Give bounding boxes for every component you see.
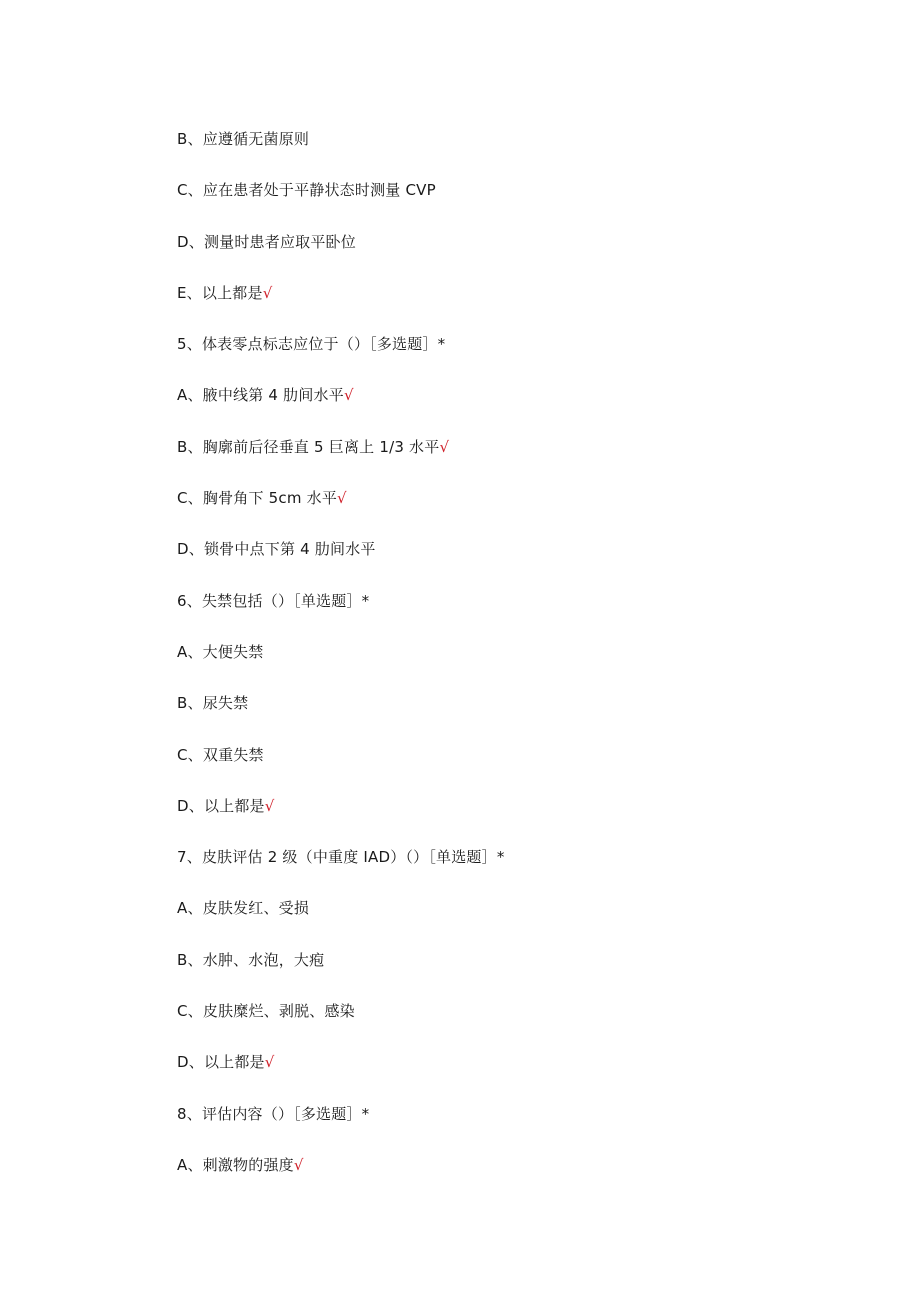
answer-option <box>177 947 505 998</box>
answer-option <box>177 690 505 741</box>
answer-option <box>177 229 505 280</box>
option-text: B、应遵循无菌原则 <box>177 130 310 148</box>
answer-option <box>177 793 505 844</box>
question-text: 8、评估内容（）［多选题］* <box>177 1104 370 1123</box>
check-mark-icon: √ <box>439 437 450 456</box>
option-text: E、以上都是 <box>177 283 263 302</box>
answer-option <box>177 895 505 946</box>
check-mark-icon: √ <box>293 1155 304 1174</box>
option-text: A、大便失禁 <box>177 642 264 661</box>
option-text: B、水肿、水泡，大疱 <box>177 950 325 969</box>
question-text: 5、体表零点标志应位于（）［多选题］* <box>177 335 446 354</box>
check-mark-icon: √ <box>264 796 275 815</box>
answer-option <box>177 1152 505 1203</box>
question-stem <box>177 1101 505 1152</box>
option-text: D、以上都是 <box>177 1053 265 1072</box>
option-text: C、双重失禁 <box>177 745 264 764</box>
check-mark-icon: √ <box>337 489 347 508</box>
answer-option <box>177 639 505 690</box>
option-text: A、腋中线第 4 肋间水平 <box>177 386 344 405</box>
question-stem <box>177 588 505 639</box>
question-text: 6、失禁包括（）［单选题］* <box>177 591 370 610</box>
answer-option <box>177 126 505 177</box>
question-list <box>177 126 505 1203</box>
option-text: A、刺激物的强度 <box>177 1155 294 1174</box>
check-mark-icon: √ <box>264 1053 275 1072</box>
option-text: C、应在患者处于平静状态时测量 CVP <box>177 181 436 200</box>
option-text: B、尿失禁 <box>177 694 249 713</box>
check-mark-icon: √ <box>262 283 273 302</box>
question-stem <box>177 331 505 382</box>
option-text: C、胸骨角下 5cm 水平 <box>177 489 338 508</box>
option-text: B、胸廓前后径垂直 5 巨离上 1/3 水平 <box>177 437 440 456</box>
answer-option <box>177 485 505 536</box>
option-text: A、皮肤发红、受损 <box>177 899 310 918</box>
answer-option <box>177 177 505 228</box>
answer-option <box>177 382 505 433</box>
answer-option <box>177 742 505 793</box>
question-text: 7、皮肤评估 2 级（中重度 IAD）（）［单选题］* <box>177 848 505 867</box>
answer-option <box>177 434 505 485</box>
check-mark-icon: √ <box>343 386 354 405</box>
answer-option <box>177 280 505 331</box>
option-text: C、皮肤糜烂、剥脱、感染 <box>177 1002 355 1021</box>
answer-option <box>177 1049 505 1100</box>
answer-option <box>177 536 505 587</box>
answer-option <box>177 998 505 1049</box>
option-text: D、测量时患者应取平卧位 <box>177 232 356 251</box>
option-text: D、锁骨中点下第 4 肋间水平 <box>177 540 376 559</box>
question-stem <box>177 844 505 895</box>
option-text: D、以上都是 <box>177 796 265 815</box>
